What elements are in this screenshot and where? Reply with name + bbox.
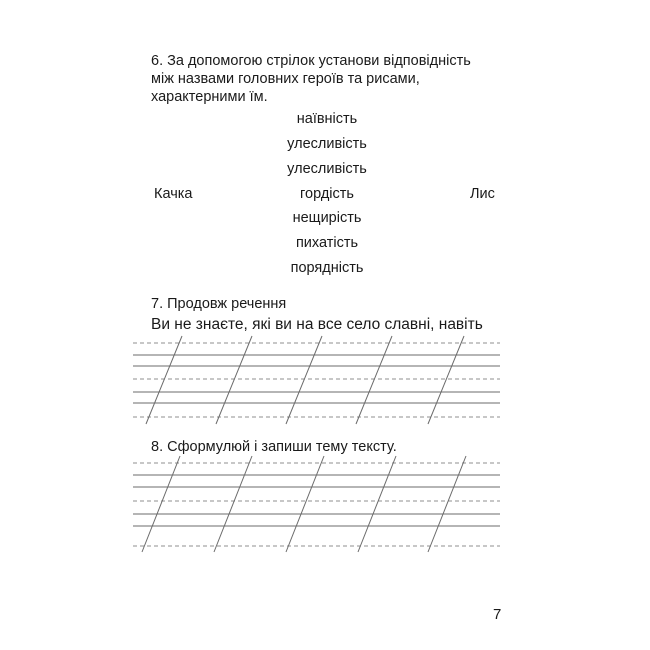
trait-item[interactable]: пихатість (295, 235, 359, 251)
trait-item[interactable]: наївність (296, 111, 358, 127)
trait-item[interactable]: улесливість (287, 161, 367, 177)
hero-fox[interactable]: Лис (470, 186, 495, 202)
hero-duck[interactable]: Качка (154, 186, 193, 202)
task6-instruction-line3: характерними їм. (151, 89, 268, 105)
task8-title: 8. Сформулюй і запиши тему тексту. (151, 439, 397, 455)
trait-item[interactable]: гордість (300, 186, 354, 202)
task6-instruction-line2: між назвами головних героїв та рисами, (151, 71, 420, 87)
page-number: 7 (493, 606, 502, 623)
task7-sentence: Ви не знаєте, які ви на все село славні, навіть (151, 316, 483, 333)
trait-item[interactable]: порядність (290, 260, 364, 276)
trait-item[interactable]: улесливість (287, 136, 367, 152)
trait-item[interactable]: нещирість (292, 210, 362, 226)
task7-title: 7. Продовж речення (151, 296, 287, 312)
task6-instruction-line1: 6. За допомогою стрілок установи відповідність (151, 53, 471, 69)
